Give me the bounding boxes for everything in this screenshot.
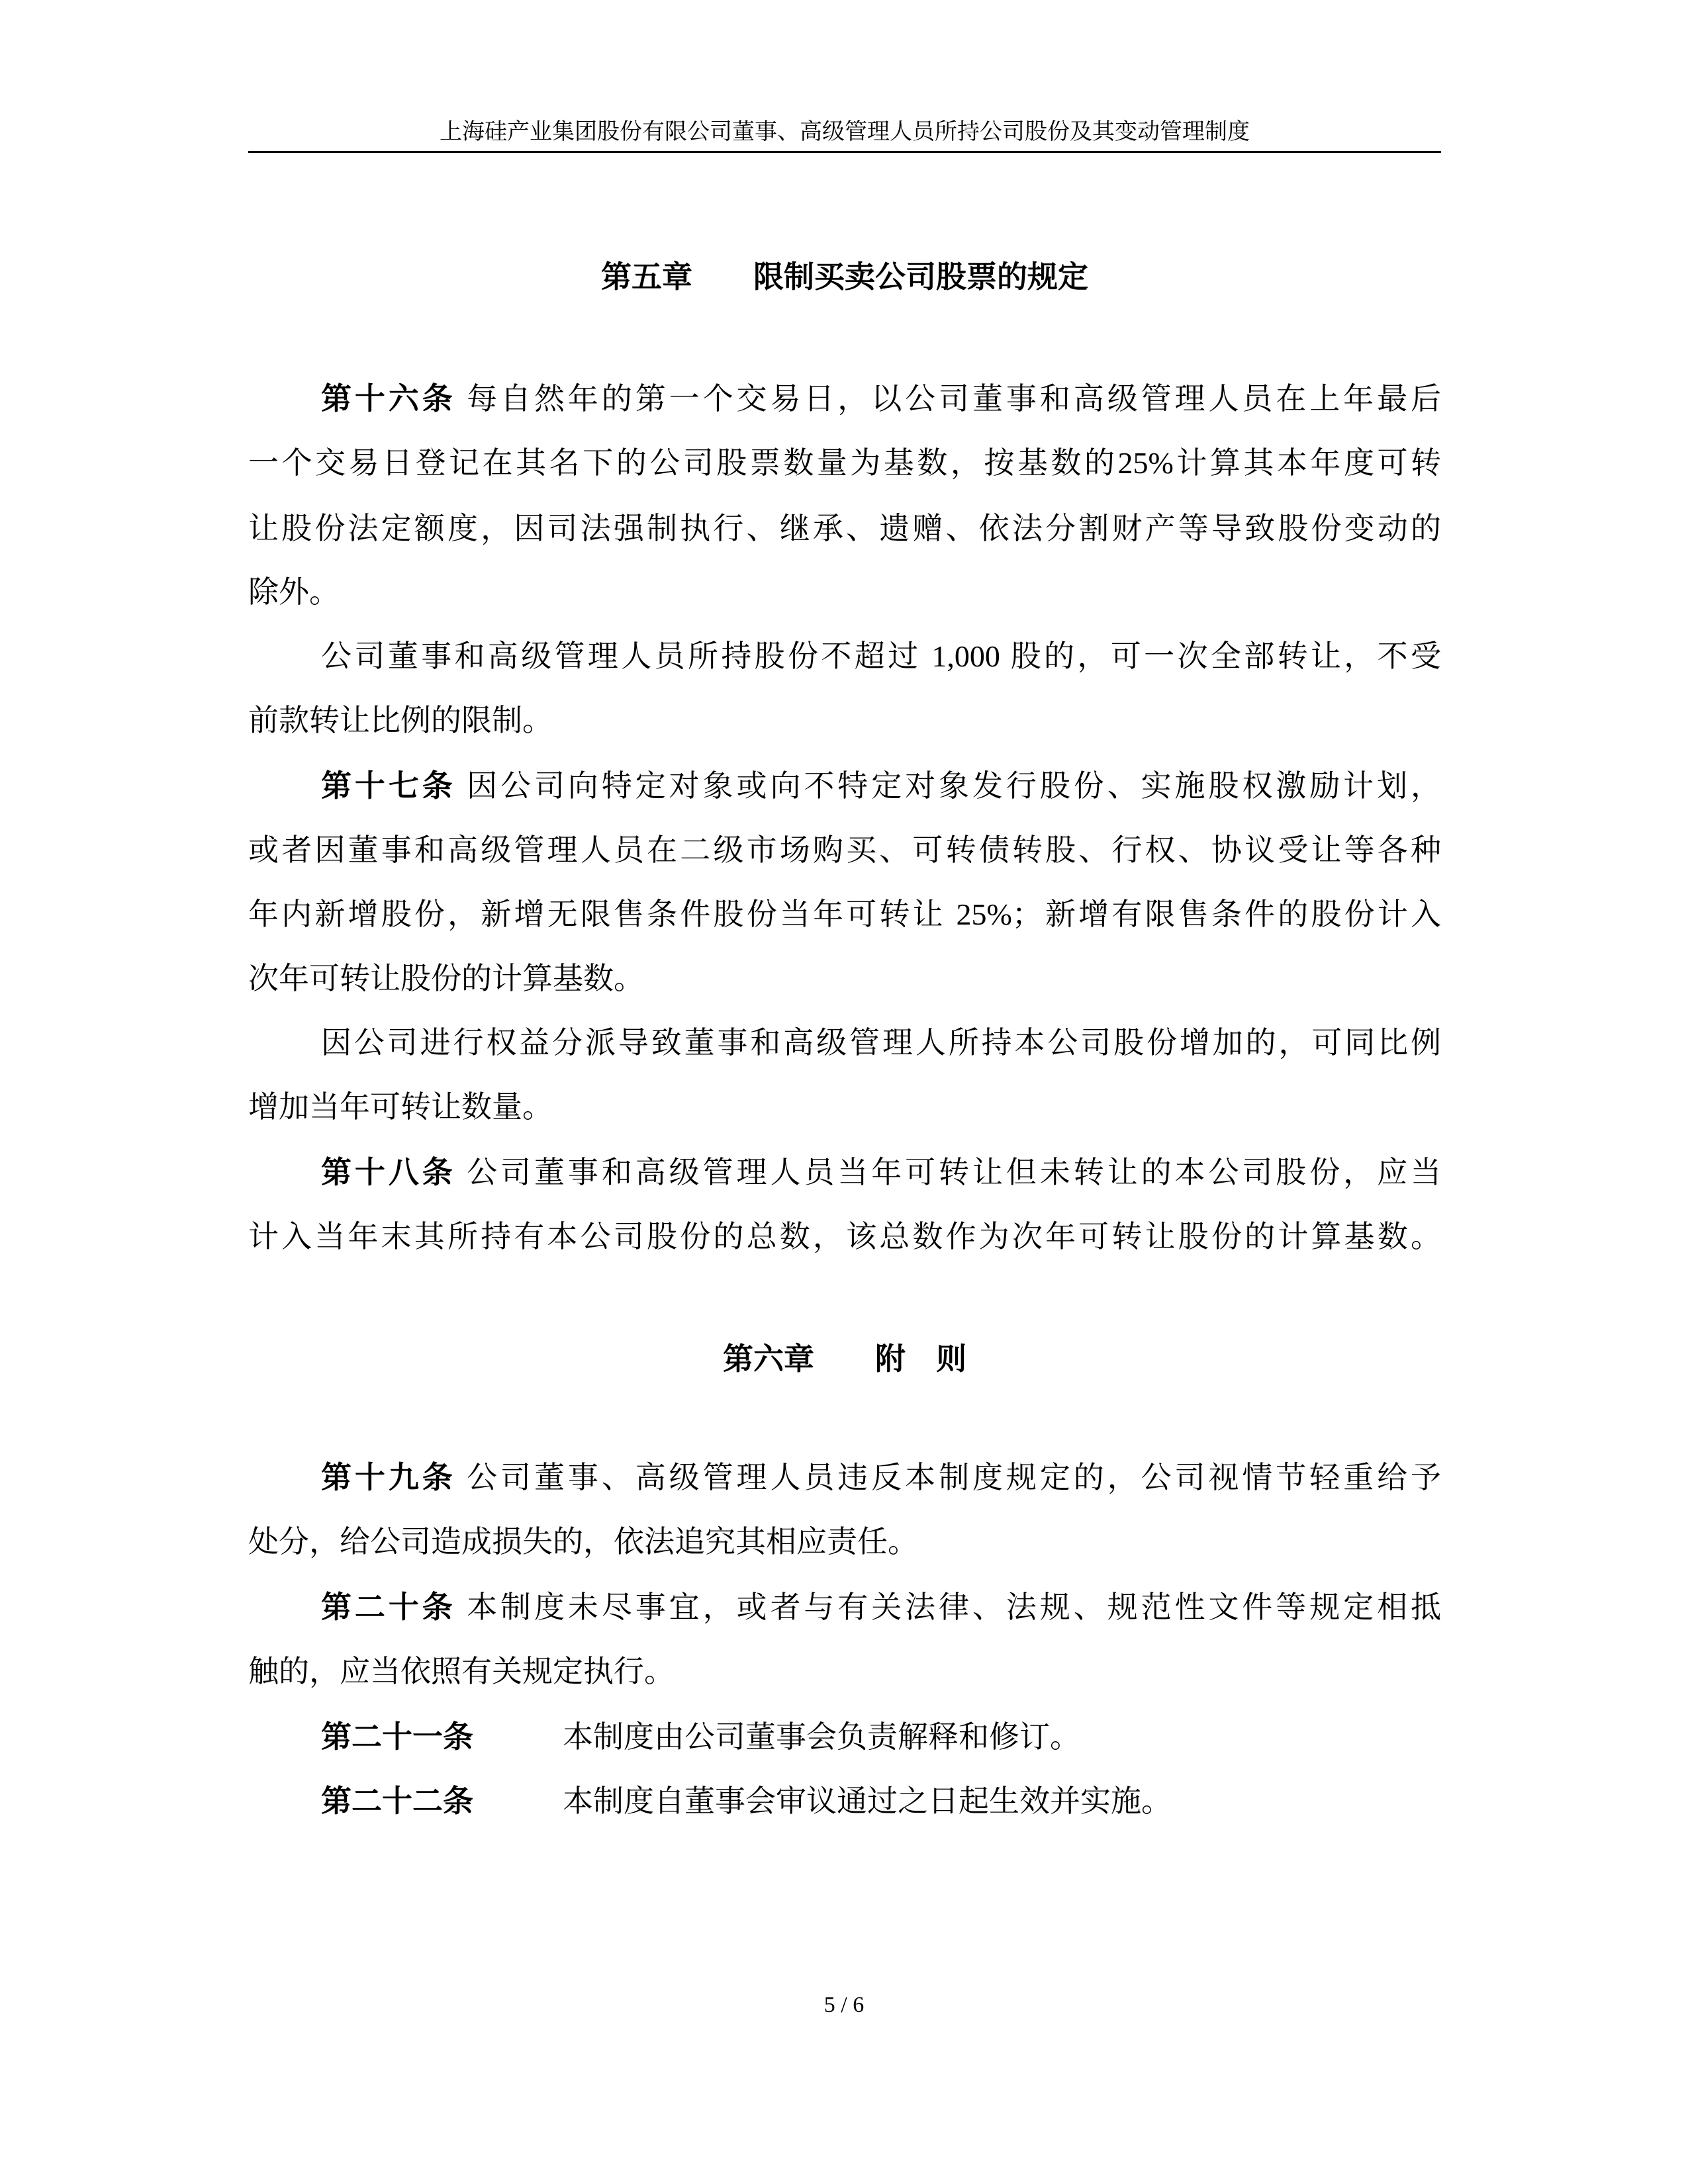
- text-line: [321, 766, 1441, 806]
- line-text: 因公司向特定对象或向不特定对象发行股份、实施股权激励计划，: [455, 769, 1442, 803]
- text-line: [248, 831, 1441, 870]
- text-line: [321, 637, 1441, 676]
- line-text: 本制度由公司董事会负责解释和修订。: [563, 1720, 1080, 1754]
- page-number: 5 / 6: [823, 1993, 865, 2017]
- chapter-title: 第五章 限制买卖公司股票的规定: [601, 260, 1088, 294]
- line-text: 计入当年末其所持有本公司股份的总数，该总数作为次年可转让股份的计算基数。: [248, 1220, 1441, 1253]
- article-number: 第二十二条: [321, 1784, 473, 1818]
- article-number: 第十八条: [321, 1156, 456, 1189]
- text-line: [248, 509, 1441, 549]
- chapter-title: 第六章 附 则: [723, 1342, 966, 1376]
- line-text: 本制度未尽事宜，或者与有关法律、法规、规范性文件等规定相抵: [455, 1590, 1442, 1624]
- running-header: 上海硅产业集团股份有限公司董事、高级管理人员所持公司股份及其变动管理制度: [440, 120, 1250, 144]
- text-line: [321, 379, 1441, 419]
- article-number: 第二十条: [321, 1590, 456, 1624]
- text-line: [248, 701, 1441, 741]
- text-line: [248, 1217, 1441, 1257]
- article-number: 第十六条: [321, 382, 456, 416]
- text-line: [248, 443, 1441, 483]
- article-number: 第十九条: [321, 1461, 456, 1494]
- line-text: 除外。: [248, 575, 340, 609]
- line-text: 一个交易日登记在其名下的公司股票数量为基数，按基数的25%计算其本年度可转: [248, 446, 1441, 480]
- text-line: [321, 1023, 1441, 1063]
- header-rule: [248, 151, 1441, 153]
- line-text: 让股份法定额度，因司法强制执行、继承、遗赠、依法分割财产等导致股份变动的: [248, 512, 1441, 545]
- line-text: 公司董事和高级管理人员所持股份不超过 1,000 股的，可一次全部转让，不受: [321, 639, 1441, 673]
- article-number: 第十七条: [321, 769, 456, 803]
- text-line: [248, 572, 1441, 612]
- line-text: 处分，给公司造成损失的，依法追究其相应责任。: [248, 1525, 918, 1559]
- text-line: [321, 1588, 1441, 1627]
- line-text: 公司董事、高级管理人员违反本制度规定的，公司视情节轻重给予: [455, 1461, 1442, 1494]
- line-text: 本制度自董事会审议通过之日起生效并实施。: [563, 1784, 1172, 1818]
- line-text: 公司董事和高级管理人员当年可转让但未转让的本公司股份，应当: [455, 1156, 1442, 1189]
- text-line: [248, 895, 1441, 934]
- text-line: [248, 1087, 1441, 1127]
- text-line: [248, 1522, 1441, 1562]
- line-text: 增加当年可转让数量。: [248, 1090, 553, 1124]
- text-line: [248, 959, 1441, 999]
- text-line: [321, 1717, 1441, 1757]
- line-text: 或者因董事和高级管理人员在二级市场购买、可转债转股、行权、协议受让等各种: [248, 833, 1441, 867]
- text-line: [321, 1153, 1441, 1193]
- line-text: 每自然年的第一个交易日，以公司董事和高级管理人员在上年最后: [455, 382, 1442, 416]
- line-text: 年内新增股份，新增无限售条件股份当年可转让 25%；新增有限售条件的股份计入: [248, 897, 1441, 931]
- line-text: 触的，应当依照有关规定执行。: [248, 1655, 675, 1688]
- text-line: [248, 1652, 1441, 1692]
- text-line: [321, 1782, 1441, 1821]
- article-number: 第二十一条: [321, 1720, 473, 1754]
- line-text: 因公司进行权益分派导致董事和高级管理人所持本公司股份增加的，可同比例: [321, 1026, 1441, 1060]
- line-text: 前款转让比例的限制。: [248, 704, 553, 737]
- line-text: 次年可转让股份的计算基数。: [248, 962, 644, 995]
- text-line: [321, 1458, 1441, 1498]
